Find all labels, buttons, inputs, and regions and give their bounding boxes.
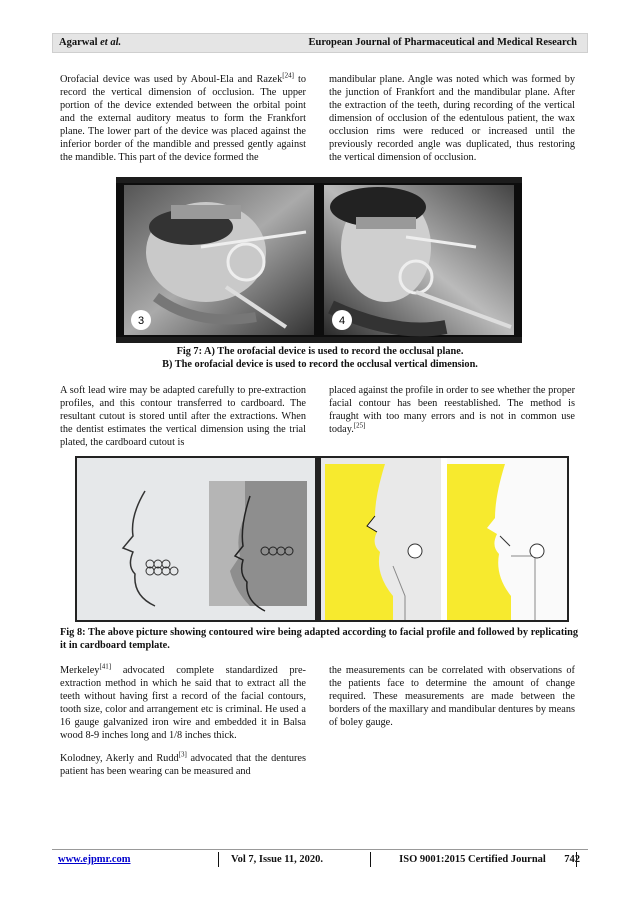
paragraph-lead-wire: A soft lead wire may be adapted carefully to pre-extraction profiles, and this contour transferred to cardboard. The resultant cutout is stored until after the extractions. When the dentist estimates the vertical dimension using the trial plated, the cardboard cutout is: [60, 385, 306, 448]
column-left-bottom: [60, 664, 306, 778]
paragraph-boley-gauge: the measurements can be correlated with observations of the patients face to determine the amount of change required. These measurements are made between the borders of the maxillary and mandibular dentures by means of boley gauge.: [329, 665, 575, 728]
running-header: [52, 33, 588, 53]
panel-label-4: 4: [338, 315, 346, 327]
header-journal-title: European Journal of Pharmaceutical and Medical Research: [308, 37, 577, 48]
paragraph-mandibular-plane: mandibular plane. Angle was noted which was formed by the junction of Frankfort and the mandibular plane. After the extraction of the teeth, during recording of the vertical dimension of occlusion of the edentulous patient, the wax occlusion rims were reduced or increased until the previously recorded angle was duplicated, thus restoring the vertical dimension of occlusion.: [329, 74, 575, 163]
page-footer: [52, 849, 588, 871]
eye-redaction-bar: [171, 205, 241, 219]
page-number: 742: [564, 854, 580, 865]
paragraph-merkeley: Merkeley[41] advocated complete standardized pre-extraction method in which he said that to extract all the teeth without having first a record of the facial contours, tooth size, color and arrangement etc is criminal. He used a 16 gauge galvanized iron wire and embedded it in Balsa wood 8-9 inches long and 1/8 inches thick.: [60, 662, 306, 741]
paragraph-orofacial-device: Orofacial device was used by Aboul-Ela and Razek[24] to record the vertical dimension of occlusion. The upper portion of the device extended between the orbital point and the external auditory meatus to form the Frankfort plane. The lower part of the device was placed against the inferior border of the mandible and pressed gently against the mandible. This part of the device formed the: [60, 71, 306, 163]
paragraph-profile-check: placed against the profile in order to see whether the proper facial contour has been reestablished. The method is fraught with too many errors and is not in common use today.[25]: [329, 385, 575, 435]
figure-8-illustration: [75, 456, 569, 622]
figure-7-caption: Fig 7: A) The orofacial device is used to record the occlusal plane. B) The orofacial device is used to record the occlusal vertical dimension.: [162, 346, 478, 370]
column-right-middle: [329, 384, 575, 436]
column-right-top: [329, 73, 575, 164]
citation-ref: [25]: [353, 421, 366, 430]
column-right-bottom: [329, 664, 575, 729]
figure-8-image: [75, 456, 569, 622]
figure-8-caption: Fig 8: The above picture showing contoured wire being adapted according to facial profile and followed by replicating it in cardboard template.: [60, 627, 578, 651]
panel-label-3: 3: [137, 315, 145, 327]
journal-website-link[interactable]: www.ejpmr.com: [58, 854, 131, 865]
citation-ref: [41]: [99, 662, 112, 671]
citation-ref: [24]: [282, 71, 294, 80]
footer-iso: ISO 9001:2015 Certified Journal: [399, 854, 546, 865]
header-author: Agarwal et al.: [59, 37, 122, 48]
figure-7-illustration: [116, 177, 522, 343]
column-left-top: [60, 73, 306, 164]
footer-volume: Vol 7, Issue 11, 2020.: [230, 854, 324, 865]
eye-redaction-bar-right: [356, 217, 416, 229]
paragraph-kolodney: Kolodney, Akerly and Rudd[3] advocated that the dentures patient has been wearing can be measured and: [60, 750, 306, 777]
column-left-middle: [60, 384, 306, 449]
figure-7-photo: [116, 177, 522, 343]
citation-ref: [3]: [178, 750, 187, 759]
